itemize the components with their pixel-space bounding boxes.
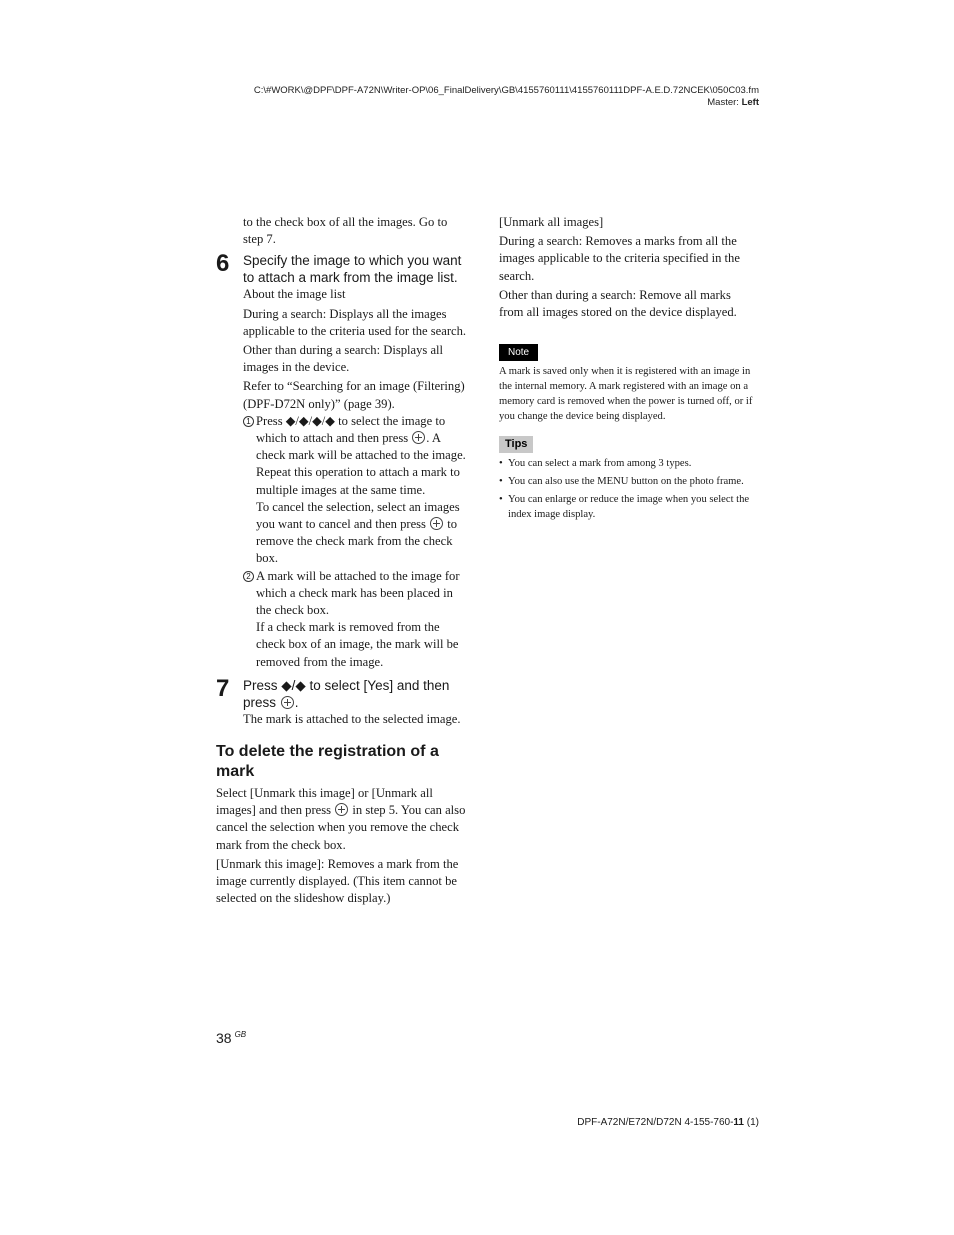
footer-model-text: DPF-A72N/E72N/D72N 4-155-760-: [577, 1117, 734, 1128]
step-7-number: 7: [216, 674, 230, 702]
step-7-title-a: Press ◆/◆ to select [Yes] and then press: [243, 677, 450, 710]
enter-button-icon: [335, 803, 348, 816]
master-value: Left: [741, 97, 759, 108]
other-than-search-text: Other than during a search: Displays all images in the device.: [243, 343, 444, 375]
step-7: [216, 674, 468, 711]
enter-button-icon: [281, 696, 294, 709]
step-7-description: The mark is attached to the selected image.: [243, 711, 461, 726]
substep-2-text-b: If a check mark is removed from the check box of an image, the mark will be removed from the image.: [256, 620, 459, 669]
delete-para-2: [Unmark this image]: Removes a mark from the image currently displayed. (This item cannot be selected on the slideshow display.): [216, 856, 459, 906]
refer-text: Refer to “Searching for an image (Filtering) (DPF-D72N only)” (page 39).: [243, 379, 465, 411]
master-label: [707, 97, 759, 109]
footer-revision: 11: [733, 1117, 744, 1128]
unmark-all-label: [Unmark all images]: [499, 215, 604, 229]
step-6-number: 6: [216, 250, 230, 278]
circled-number-1-icon: 1: [243, 416, 254, 427]
page-number: [216, 1030, 246, 1046]
delete-para-1b: in step 5. You can also cancel the selection when you remove the check mark from the check box.: [216, 803, 466, 852]
note-label: Note: [499, 344, 538, 361]
circled-number-2-icon: 2: [243, 571, 254, 582]
substep-1-text-d: to remove the check mark from the check box.: [256, 517, 458, 566]
enter-button-icon: [430, 517, 443, 530]
substep-1-text-b: . A check mark will be attached to the image. Repeat this operation to attach a mark to multiple images at the same time.: [256, 431, 466, 497]
substep-1: [216, 413, 468, 568]
about-image-list: About the image list: [243, 287, 346, 302]
enter-button-icon: [412, 431, 425, 444]
left-column: [216, 214, 468, 908]
note-text: A mark is saved only when it is registered with an image in the internal memory. A mark registered with an image on a memory card is removed when the power is turned off, or if you change the device being displayed.: [499, 366, 753, 423]
tip-item: • You can enlarge or reduce the image when you select the index image display.: [499, 492, 754, 522]
unmark-all-other: Other than during a search: Remove all marks from all images stored on the device displayed.: [499, 287, 737, 320]
master-label-text: Master:: [707, 97, 742, 108]
tips-list: [499, 456, 754, 522]
substep-1-text-a: Press ◆/◆/◆/◆ to select the image to which to attach and then press: [256, 413, 446, 446]
unmark-all-during: During a search: Removes a marks from all the images applicable to the criteria specified in the search.: [499, 234, 740, 283]
during-search-text: During a search: Displays all the images applicable to the criteria used for the search.: [243, 306, 467, 338]
tip-item: • You can select a mark from among 3 types.: [499, 456, 754, 471]
substep-1-text-c: To cancel the selection, select an images you want to cancel and then press: [256, 499, 460, 532]
footer-model: [577, 1117, 759, 1128]
step-6-title: Specify the image to which you want to attach a mark from the image list.: [243, 253, 462, 286]
page-language: GB: [234, 1030, 247, 1039]
delete-para-1a: Select [Unmark this image] or [Unmark all images] and then press: [216, 786, 433, 818]
right-column: [499, 214, 754, 522]
step-6: [216, 252, 468, 286]
footer-suffix: (1): [744, 1117, 759, 1128]
tip-item: • You can also use the MENU button on the photo frame.: [499, 474, 754, 489]
intro-text: to the check box of all the images. Go to step 7.: [243, 215, 448, 247]
tips-label: Tips: [499, 436, 533, 453]
substep-2: [216, 568, 468, 671]
step-7-title-b: .: [294, 694, 299, 710]
substep-2-text-a: A mark will be attached to the image for which a check mark has been placed in the check box.: [256, 568, 460, 618]
section-heading: To delete the registration of a mark: [216, 743, 439, 781]
file-path-header: C:\#WORK\@DPF\DPF-A72N\Writer-OP\06_FinalDelivery\GB\4155760111\4155760111DPF-A.E.D.72NCEK\050C03.fm: [253, 85, 759, 96]
page-number-value: 38: [216, 1030, 232, 1046]
